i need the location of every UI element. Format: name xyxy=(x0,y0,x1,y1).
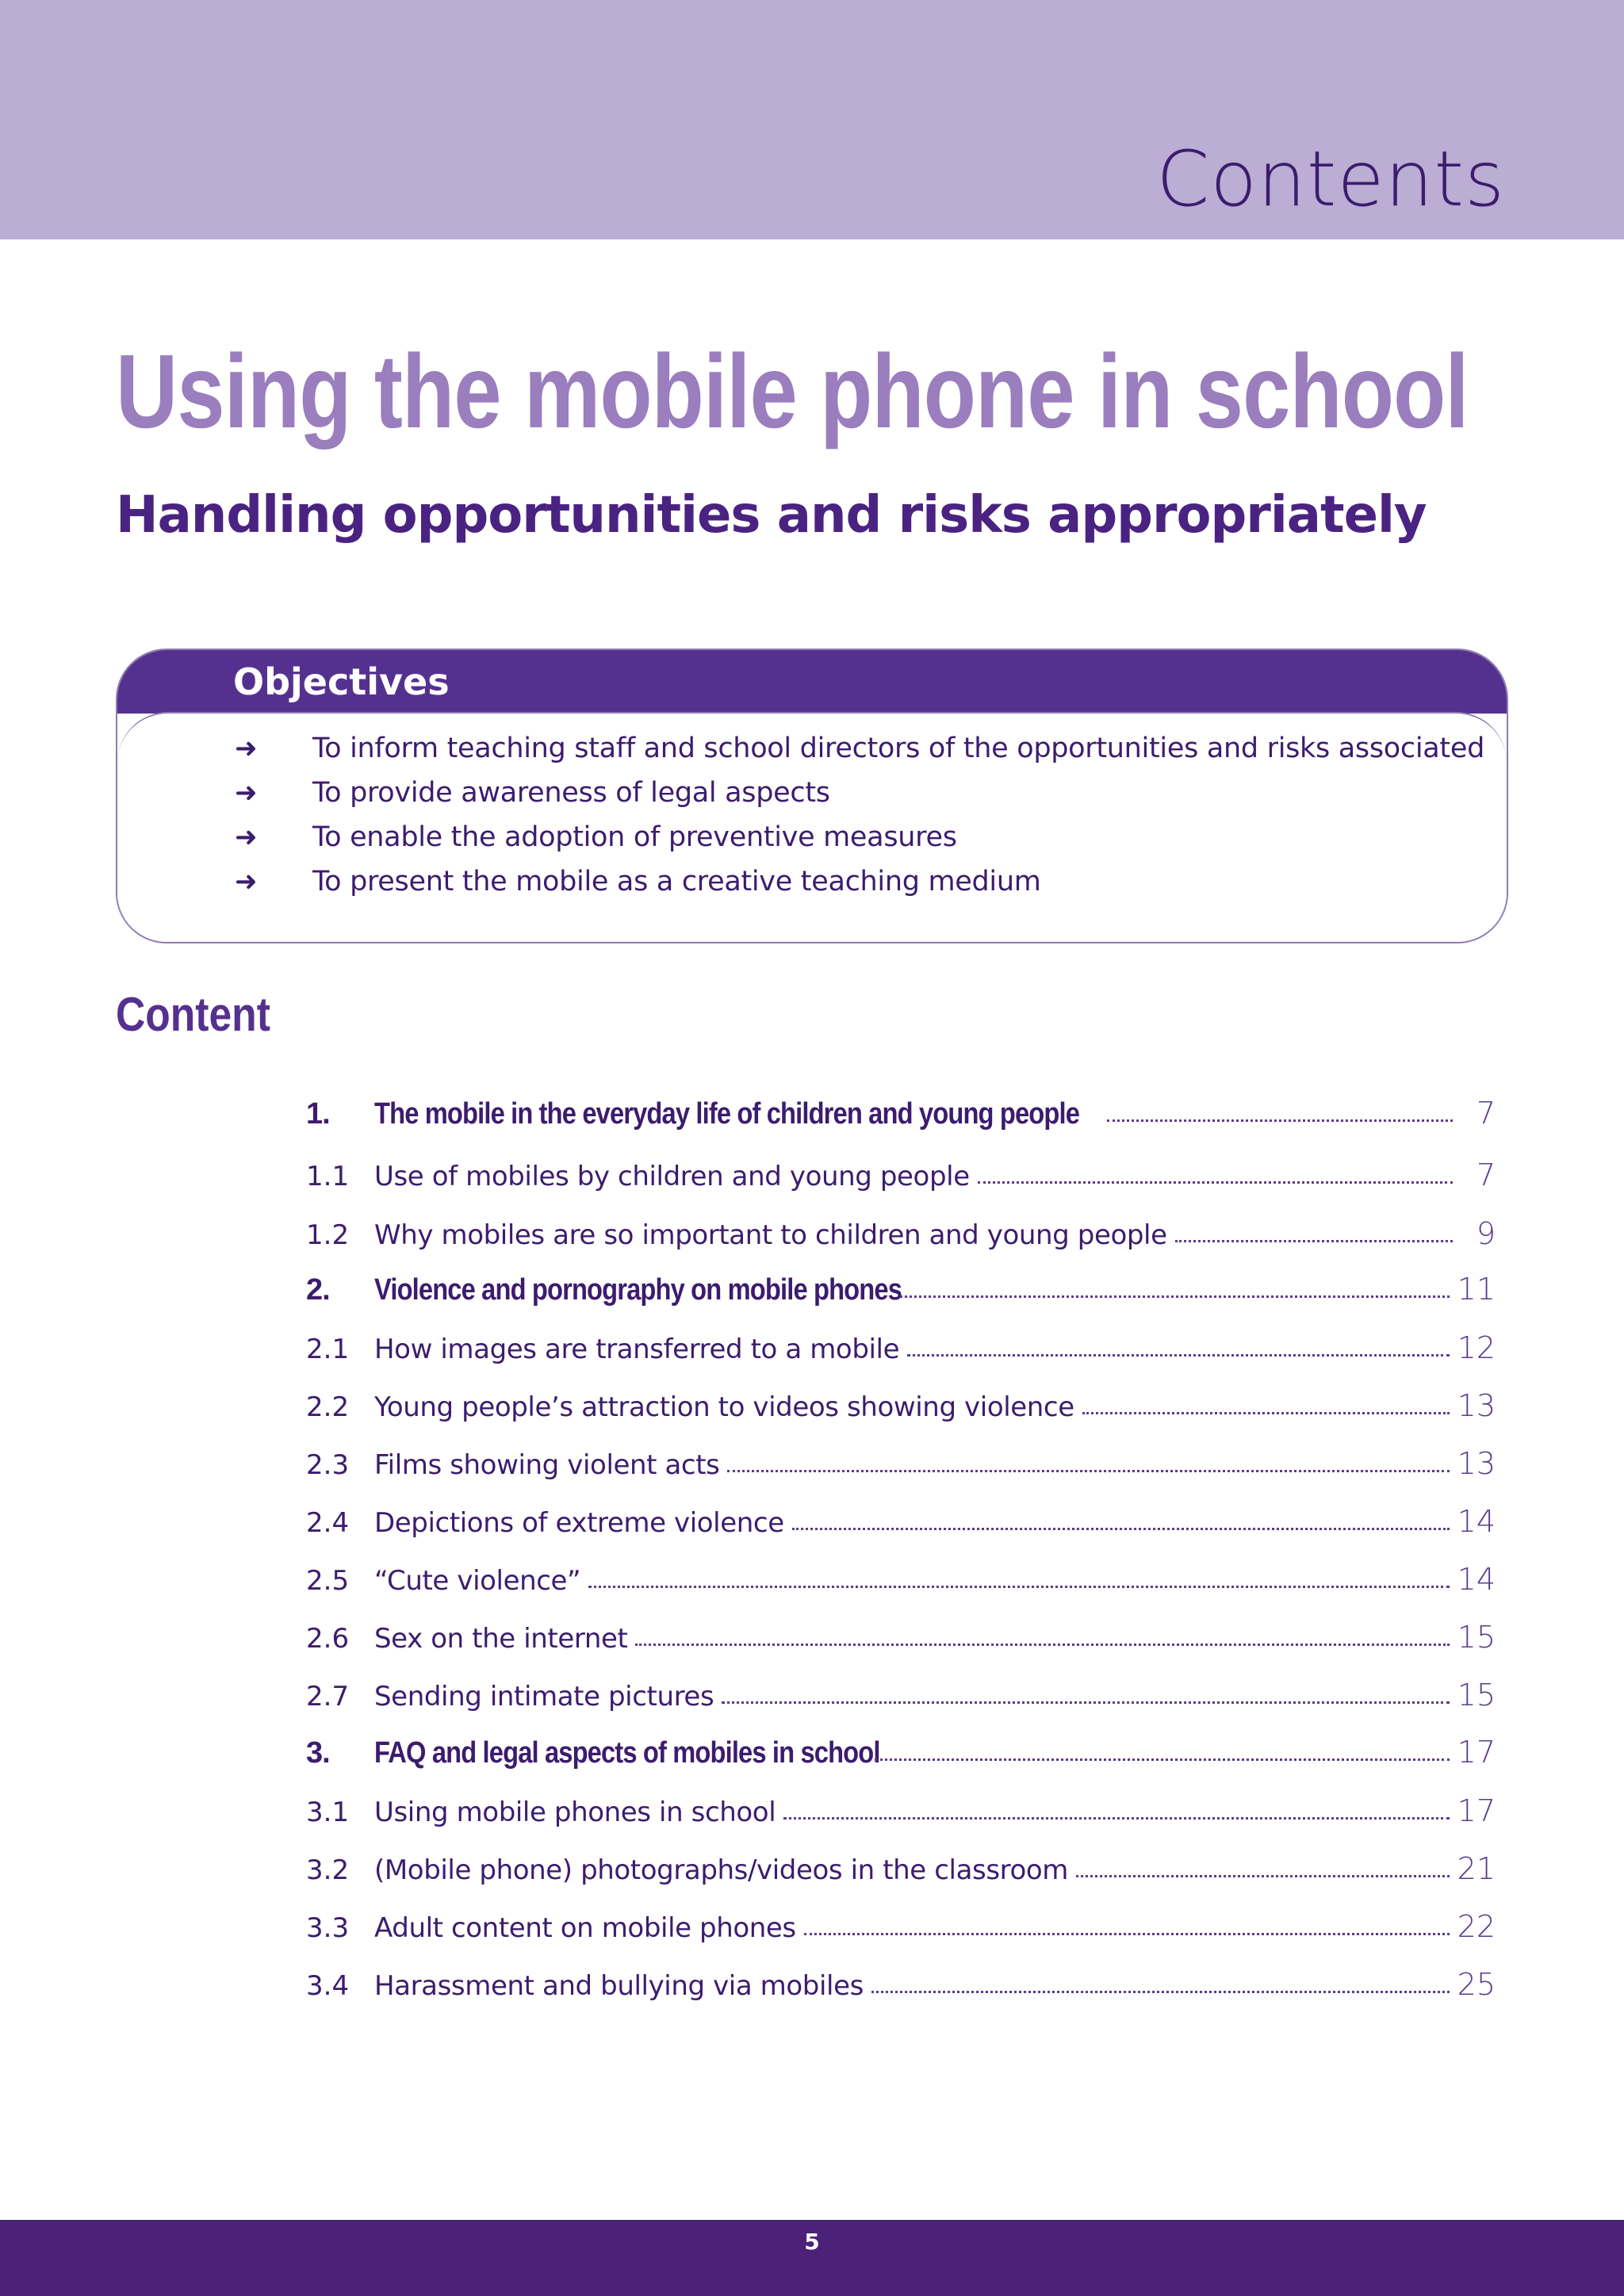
toc-entry[interactable] xyxy=(306,1446,1496,1494)
objective-item: ➜ To inform teaching staff and school directors of the opportunities and risks associated xyxy=(117,726,1507,771)
toc-entry-label: Use of mobiles by children and young people xyxy=(374,1161,970,1192)
arrow-right-icon: ➜ xyxy=(235,777,258,809)
toc-entry-label: How images are transferred to a mobile xyxy=(374,1334,900,1365)
toc-entry-label: (Mobile phone) photographs/videos in the classroom xyxy=(374,1854,1068,1886)
content-heading: Content xyxy=(116,988,270,1041)
toc-dot-leader xyxy=(783,1817,1449,1820)
toc-entry[interactable] xyxy=(306,1096,1496,1143)
toc-entry-page: 17 xyxy=(1457,1793,1496,1828)
toc-entry-label: Sending intimate pictures xyxy=(374,1681,714,1712)
toc-entry[interactable] xyxy=(306,1504,1496,1552)
toc-entry-number: 2.1 xyxy=(306,1334,350,1365)
toc-entry-label: Films showing violent acts xyxy=(374,1449,720,1481)
toc-entry-page: 25 xyxy=(1457,1967,1496,2002)
toc-dot-leader xyxy=(727,1470,1449,1472)
toc-entry[interactable] xyxy=(306,1158,1496,1205)
objective-item: ➜ To present the mobile as a creative teaching medium xyxy=(117,859,1507,904)
toc-entry-number: 2.6 xyxy=(306,1623,350,1655)
toc-entry-number: 3.2 xyxy=(306,1854,350,1886)
page-subtitle: Handling opportunities and risks appropriately xyxy=(116,486,1427,545)
toc-entry-number: 2.3 xyxy=(306,1449,350,1481)
toc-entry[interactable] xyxy=(306,1678,1496,1725)
toc-entry[interactable] xyxy=(306,1967,1496,2015)
toc-entry-page: 9 xyxy=(1476,1216,1496,1251)
toc-dot-leader xyxy=(1076,1875,1450,1877)
toc-entry[interactable] xyxy=(306,1793,1496,1841)
toc-entry-label: FAQ and legal aspects of mobiles in school xyxy=(374,1736,880,1770)
arrow-right-icon: ➜ xyxy=(235,866,258,897)
toc-entry[interactable] xyxy=(306,1388,1496,1436)
arrow-right-icon: ➜ xyxy=(235,733,258,764)
toc-dot-leader xyxy=(1175,1240,1453,1242)
toc-entry-page: 13 xyxy=(1457,1388,1496,1423)
toc-entry[interactable] xyxy=(306,1330,1496,1378)
toc-dot-leader xyxy=(900,1295,1449,1298)
toc-dot-leader xyxy=(792,1528,1450,1530)
toc-entry-label: Adult content on mobile phones xyxy=(374,1912,796,1944)
toc-dot-leader xyxy=(722,1701,1449,1704)
toc-entry-label: Sex on the internet xyxy=(374,1623,628,1655)
toc-entry[interactable] xyxy=(306,1851,1496,1899)
toc-dot-leader xyxy=(978,1181,1453,1184)
toc-entry-page: 17 xyxy=(1457,1735,1496,1770)
toc-entry-number: 1.2 xyxy=(306,1219,350,1251)
toc-entry-number: 2.4 xyxy=(306,1507,350,1539)
objective-item: ➜ To provide awareness of legal aspects xyxy=(117,771,1507,815)
toc-entry[interactable] xyxy=(306,1620,1496,1667)
toc-entry-page: 22 xyxy=(1457,1909,1496,1944)
toc-entry[interactable] xyxy=(306,1735,1496,1782)
toc-entry-number: 1.1 xyxy=(306,1161,350,1192)
toc-entry-page: 11 xyxy=(1457,1272,1496,1307)
toc-entry-number: 3.3 xyxy=(306,1912,350,1944)
toc-entry[interactable] xyxy=(306,1562,1496,1609)
objectives-heading: Objectives xyxy=(233,660,450,703)
toc-entry-number: 2.2 xyxy=(306,1391,350,1423)
toc-dot-leader xyxy=(1082,1412,1450,1414)
toc-entry-number: 3. xyxy=(306,1736,330,1770)
page-title: Using the mobile phone in school xyxy=(116,333,1469,450)
toc-entry[interactable] xyxy=(306,1909,1496,1957)
arrow-right-icon: ➜ xyxy=(235,821,258,853)
toc-entry-number: 3.1 xyxy=(306,1797,350,1828)
toc-entry-page: 7 xyxy=(1476,1158,1496,1192)
toc-entry-page: 15 xyxy=(1457,1620,1496,1655)
toc-entry-page: 21 xyxy=(1457,1851,1496,1886)
toc-dot-leader xyxy=(907,1354,1450,1357)
toc-entry-label: The mobile in the everyday life of children and young people xyxy=(374,1097,1080,1131)
toc-entry-number: 1. xyxy=(306,1097,330,1131)
toc-entry-number: 2.7 xyxy=(306,1681,350,1712)
toc-dot-leader xyxy=(875,1758,1449,1761)
toc-dot-leader xyxy=(804,1933,1450,1935)
toc-entry-label: Why mobiles are so important to children and young people xyxy=(374,1219,1167,1251)
toc-entry-number: 2.5 xyxy=(306,1565,350,1597)
toc-entry-page: 7 xyxy=(1476,1096,1496,1131)
toc-entry-label: Violence and pornography on mobile phones xyxy=(374,1273,902,1307)
toc-entry-label: Depictions of extreme violence xyxy=(374,1507,784,1539)
page-number: 5 xyxy=(804,2229,820,2255)
toc-entry-page: 13 xyxy=(1457,1446,1496,1481)
toc-entry-page: 15 xyxy=(1457,1678,1496,1712)
toc-dot-leader xyxy=(588,1586,1449,1588)
toc-entry-number: 3.4 xyxy=(306,1970,350,2002)
toc-entry-page: 14 xyxy=(1457,1504,1496,1539)
toc-entry-number: 2. xyxy=(306,1273,330,1307)
toc-entry[interactable] xyxy=(306,1216,1496,1264)
toc-entry-label: “Cute violence” xyxy=(374,1565,581,1597)
toc-entry-page: 14 xyxy=(1457,1562,1496,1597)
toc-dot-leader xyxy=(1107,1119,1453,1122)
toc-dot-leader xyxy=(871,1991,1450,1993)
toc-entry-label: Using mobile phones in school xyxy=(374,1797,776,1828)
objectives-list xyxy=(117,726,1507,904)
toc-entry-page: 12 xyxy=(1457,1330,1496,1365)
toc-entry-label: Harassment and bullying via mobiles xyxy=(374,1970,864,2002)
objectives-box xyxy=(116,649,1508,943)
objective-item: ➜ To enable the adoption of preventive measures xyxy=(117,815,1507,859)
toc-entry[interactable] xyxy=(306,1272,1496,1319)
toc-entry-label: Young people’s attraction to videos showing violence xyxy=(374,1391,1074,1423)
toc-dot-leader xyxy=(635,1644,1449,1646)
band-title: Contents xyxy=(1156,135,1505,224)
